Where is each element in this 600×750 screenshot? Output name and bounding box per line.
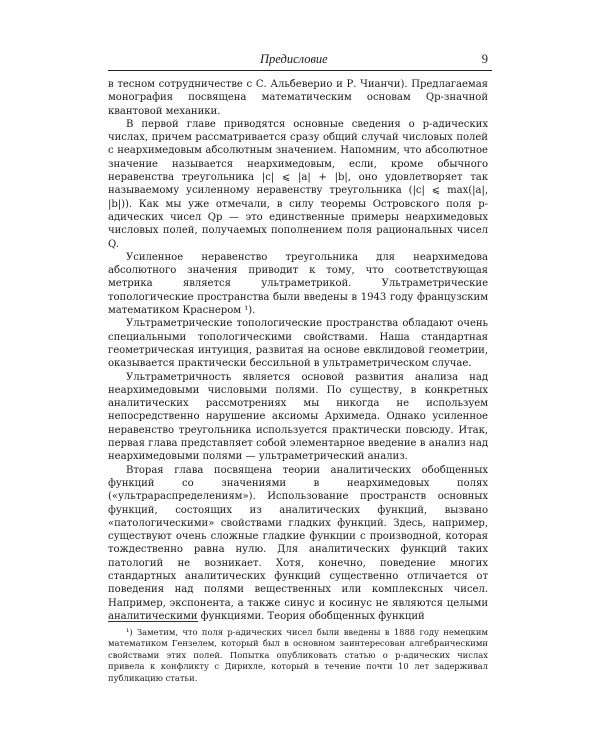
paragraph-ultrametric: Усиленное неравенство треугольника для неархимедова абсолютного значения приводит к тому, что соответствующая метрика является ультраметрикой. Ультраметрические топологические пространства были введены в 1943 году французским математиком Краснером ¹). [108, 251, 488, 317]
page-number: 9 [481, 52, 488, 66]
body-text [108, 78, 488, 623]
paragraph-chapter-one: В первой главе приводятся основные сведения о p-адических числах, причем рассматривается сразу общий случай числовых полей с неархимедовым абсолютным значением. Напомним, что абсолютное значение называется неархимедовым, если, кроме обычного неравенства треугольника |c| ⩽ |a| + |b|, оно удовлетворяет так называемому усиленному неравенству треугольника (|c| ⩽ max(|a|, |b|)). Как мы уже отмечали, в силу теоремы Островского поля p-адических чисел Qp — это единственные примеры неархимедовых числовых полей, получаемых пополнением поля рациональных чисел Q. [108, 118, 488, 250]
footnote-divider [108, 621, 198, 622]
paragraph-continuation: в тесном сотрудничестве с С. Альбеверио и Р. Чианчи). Предлагаемая монография посвящена математическим основам Qp-значной квантовой механики. [108, 79, 488, 117]
paragraph-topology: Ультраметрические топологические пространства обладают очень специальными топологическими свойствами. Наша стандартная геометрическая интуиция, развитая на основе евклидовой геометрии, оказывается практически бессильной в ультраметрическом случае. [108, 318, 488, 370]
paragraph-ultrametricity: Ультраметричность является основой развития анализа над неархимедовыми числовыми полями. По существу, в конкретных аналитических рассмотрениях мы никогда не используем непосредственно нарушение аксиомы Архимеда. Однако усиленное неравенство треугольника используется практически повсюду. Итак, первая глава представляет собой элементарное введение в анализ над неархимедовыми полями — ультраметрический анализ. [108, 371, 488, 463]
running-title: Предисловие [260, 52, 328, 66]
page-header [108, 52, 492, 71]
paragraph-chapter-two: Вторая глава посвящена теории аналитических обобщенных функций со значениями в неархимедовых полях («ультрараспределениям»). Использование пространств основных функций, состоящих из аналитических функций, вызвано «патологическими» свойствами гладких функций. Здесь, например, существуют очень сложные гладкие функции с производной, которая тождественно равна нулю. Для аналитических функций таких патологий не возникает. Хотя, конечно, поведение многих стандартных аналитических функций существенно отличается от поведения над полями вещественных или комплексных чисел. Например, экспонента, а также синус и косинус не являются целыми аналитическими функциями. Теория обобщенных функций [108, 464, 488, 622]
footnote: ¹) Заметим, что поля p-адических чисел были введены в 1888 году немецким математиком Гензелем, который был в основном заинтересован алгебраическими свойствами этих полей. Попытка опубликовать статью о p-адических числах привела к конфликту с Дирихле, который в течение почти 10 лет задерживал публикацию статьи. [108, 627, 488, 683]
